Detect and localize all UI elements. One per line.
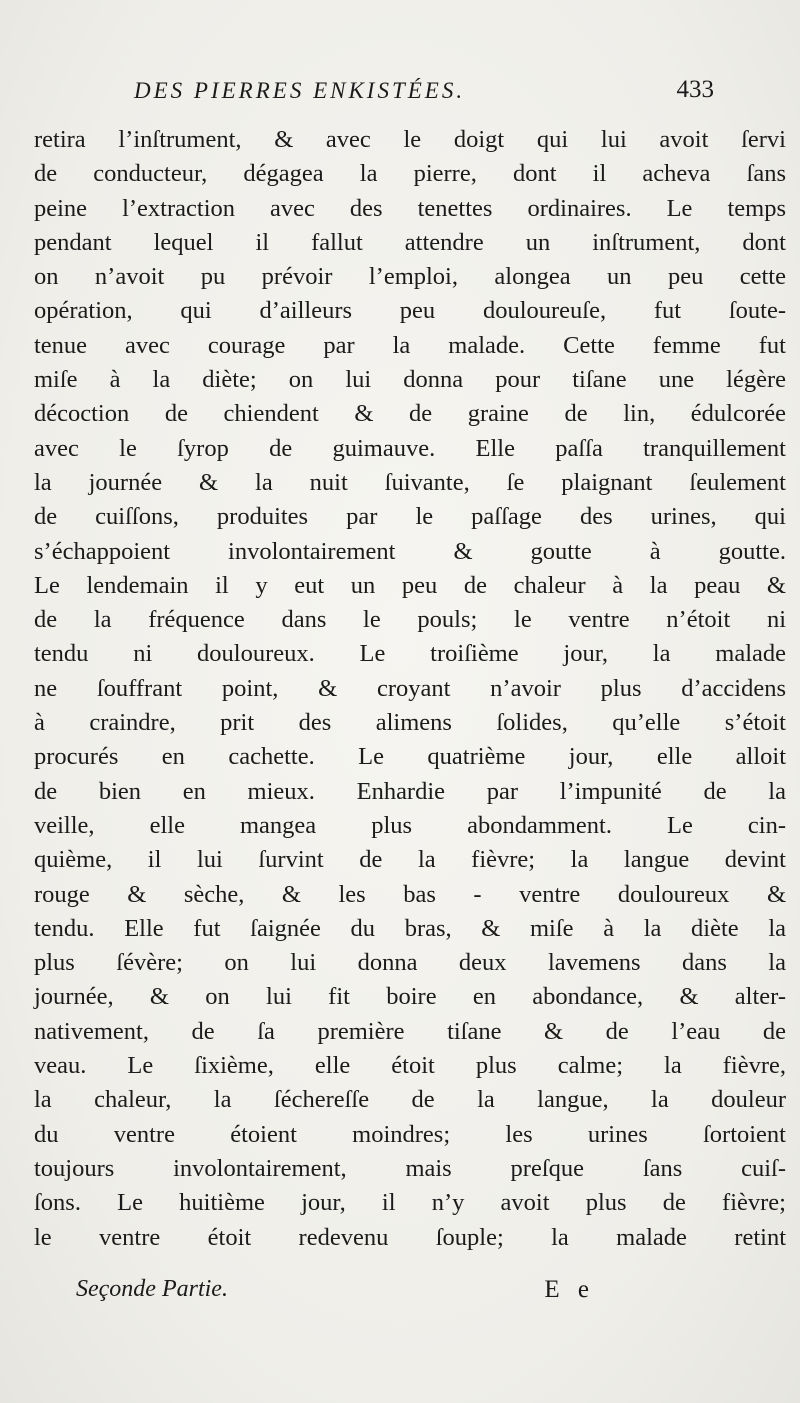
- text-line: opération, qui d’ailleurs peu douloureuſe, fut ſoute-: [34, 297, 786, 325]
- text-line: la chaleur, la ſécherеſſe de la langue, la douleur: [34, 1086, 786, 1114]
- text-line: tendu. Elle fut ſaignée du bras, & miſe à la diète la: [34, 914, 786, 942]
- text-line: du ventre étoient moindres; les urines ſortoient: [34, 1120, 786, 1148]
- text-line: on n’avoit pu prévoir l’emploi, alongea un peu cette: [34, 263, 786, 291]
- text-line: à craindre, prit des alimens ſolides, qu’elle s’étoit: [34, 709, 786, 737]
- page-footer: [76, 1276, 595, 1312]
- running-head: [134, 78, 714, 110]
- text-line: toujours involontairement, mais preſque ſans cuiſ-: [34, 1154, 786, 1182]
- text-line: journée, & on lui fit boire en abondance, & alter-: [34, 983, 786, 1011]
- text-line: veau. Le ſixième, elle étoit plus calme; la fièvre,: [34, 1052, 786, 1080]
- signature-mark: E e: [544, 1276, 595, 1303]
- body-text: [34, 123, 786, 1255]
- text-line: de conducteur, dégagea la pierre, dont il acheva ſans: [34, 160, 786, 188]
- part-title: Seçonde Partie.: [76, 1276, 228, 1302]
- text-line: s’échappoient involontairement & goutte à goutte.: [34, 537, 786, 565]
- text-line: quième, il lui ſurvint de la fièvre; la langue devint: [34, 846, 786, 874]
- text-line: tendu ni douloureux. Le troiſième jour, la malade: [34, 640, 786, 668]
- text-line: décoction de chiendent & de graine de lin, édulcorée: [34, 400, 786, 428]
- text-line: ſons. Le huitième jour, il n’y avoit plus de fièvre;: [34, 1189, 786, 1217]
- text-line: tenue avec courage par la malade. Cette femme fut: [34, 331, 786, 359]
- text-line: le ventre étoit redevenu ſouple; la malade retint: [34, 1223, 786, 1251]
- page-number: 433: [676, 76, 714, 103]
- text-line: de la fréquence dans le pouls; le ventre n’étoit ni: [34, 606, 786, 634]
- text-line: plus ſévère; on lui donna deux lavemens dans la: [34, 949, 786, 977]
- text-line: de cuiſſons, produites par le paſſage des urines, qui: [34, 503, 786, 531]
- text-line: procurés en cachette. Le quatrième jour, elle alloit: [34, 743, 786, 771]
- text-line: retira l’inſtrument, & avec le doigt qui lui avoit ſervi: [34, 126, 786, 153]
- text-line: Le lendemain il y eut un peu de chaleur à la peau &: [34, 571, 786, 599]
- text-line: rouge & sèche, & les bas - ventre douloureux &: [34, 880, 786, 908]
- text-line: ne ſouffrant point, & croyant n’avoir plus d’accidens: [34, 674, 786, 702]
- text-line: la journée & la nuit ſuivante, ſe plaignant ſeulement: [34, 468, 786, 496]
- text-line: de bien en mieux. Enhardie par l’impunité de la: [34, 777, 786, 805]
- text-line: nativement, de ſa première tiſane & de l’eau de: [34, 1017, 786, 1045]
- text-line: avec le ſyrop de guimauve. Elle paſſa tranquillement: [34, 434, 786, 462]
- text-line: veille, elle mangea plus abondamment. Le cin-: [34, 811, 786, 839]
- text-line: pendant lequel il fallut attendre un inſtrument, dont: [34, 228, 786, 256]
- text-line: peine l’extraction avec des tenettes ordinaires. Le temps: [34, 194, 786, 222]
- running-title: DES PIERRES ENKISTÉES.: [134, 78, 466, 103]
- text-line: miſe à la diète; on lui donna pour tiſane une légère: [34, 366, 786, 394]
